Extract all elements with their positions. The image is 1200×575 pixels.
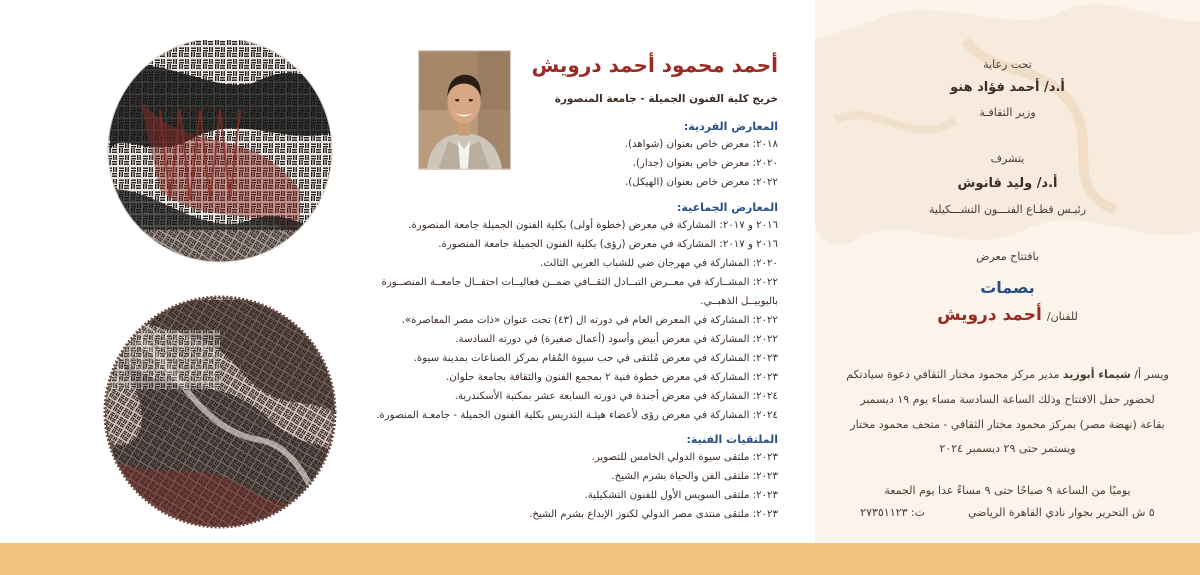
solo-heading: المعارض الفردية: [683, 120, 778, 133]
group-item: باليوبيــل الذهبــي. [700, 296, 778, 307]
group-item: ٢٠١٦ و ٢٠١٧: المشاركة في معرض (خطوة أولى) بكلية الفنون الجميلة جامعة المنصورة. [408, 220, 778, 231]
address-line [815, 506, 1200, 519]
artist-prefix: للفنان/ [1046, 310, 1078, 323]
group-item: ٢٠٢٣: المشاركة في معرض خطوة فنية ٢ بمجمع الفنون والثقافة بجامعة حلوان. [446, 372, 778, 383]
graduation-line: خريج كلية الفنون الجميلة - جامعة المنصورة [554, 93, 778, 105]
symposia-heading: الملتقيات الفنية: [686, 433, 778, 446]
minister-name: أحمد فؤاد هنو [950, 80, 1040, 95]
address: ٥ ش التحرير بجوار نادي القاهرة الرياضي [967, 506, 1155, 519]
body-line-1 [815, 368, 1200, 381]
symposia-item: ٢٠٢٣: ملتقى سيوة الدولي الخامس للتصوير. [591, 452, 778, 463]
group-item: ٢٠٢٠: المشاركة في مهرجان ضي للشباب العربي الثالث. [540, 258, 778, 269]
group-item: ٢٠٢٢: المشاركة في المعرض العام في دورته ال (٤٣) تحت عنوان «ذات مصر المعاصرة». [401, 315, 778, 326]
body-line-1-prefix: ويسر أ/ [1134, 368, 1169, 381]
sector-head-line [815, 176, 1200, 191]
minister-title: وزير الثقافـة [979, 106, 1036, 119]
opening-hours: يوميًا من الساعة ٩ صباحًا حتى ٩ مساءً عدا يوم الجمعة [884, 484, 1131, 497]
artist-line [815, 305, 1200, 325]
artwork-top [100, 40, 340, 270]
solo-item: ٢٠٢٢: معرض خاص بعنوان (الهيكل). [625, 177, 778, 188]
artwork-bottom [100, 295, 340, 530]
body-line-4: ويستمر حتى ٢٩ ديسمبر ٢٠٢٤ [939, 442, 1076, 455]
symposia-item: ٢٠٢٣: ملتقى السويس الأول للفنون التشكيلية. [584, 490, 778, 501]
minister-line [815, 80, 1200, 95]
host-name: شيماء أبوزيد [1062, 368, 1131, 381]
artist-bio [376, 45, 778, 525]
phone: ت: ٢٧٣٥١١٢٣ [860, 506, 925, 519]
artist-full-name: أحمد محمود أحمد درويش [531, 53, 778, 77]
solo-item: ٢٠١٨: معرض خاص بعنوان (شواهد). [624, 139, 778, 150]
symposia-item: ٢٠٢٣: ملتقى منتدى مصر الدولي لكنوز الإبداع بشرم الشيخ. [529, 509, 778, 520]
minister-prefix: أ.د/ [1044, 80, 1065, 95]
group-item: ٢٠٢٤: المشاركة في معرض رؤى لأعضاء هيئـة التدريس بكلية الفنون الجميلة - جامعـة المنصورة. [376, 410, 778, 421]
artist-short-name: أحمد درويش [937, 305, 1042, 325]
honored-label: يتشرف [990, 152, 1025, 165]
bottom-band [0, 543, 1200, 575]
group-item: ٢٠٢٢: المشــاركة في معــرض التبــادل الثقــافي ضمــن فعاليــات احتفــال جامعــة المنصــورة [381, 277, 778, 288]
group-item: ٢٠٢٢: المشاركة في معرض أبيض وأسود (أعمال صغيرة) في دورته السادسة. [455, 334, 778, 345]
patronage-label: تحت رعاية [983, 58, 1032, 71]
opening-label: بافتتاح معرض [976, 250, 1039, 263]
solo-item: ٢٠٢٠: معرض خاص بعنوان (جدار). [632, 158, 778, 169]
group-item: ٢٠١٦ و ٢٠١٧: المشاركة في معرض (رؤى) بكلية الفنون الجميلة جامعة المنصورة. [438, 239, 778, 250]
body-line-1-rest: مدير مركز محمود مختار الثقافي دعوة سيادتكم [846, 368, 1060, 381]
exhibition-title: بصمات [980, 278, 1035, 297]
sector-head-name: وليد قانوش [957, 176, 1033, 191]
invitation-panel [815, 0, 1200, 543]
sector-head-prefix: أ.د/ [1036, 176, 1058, 191]
group-item: ٢٠٢٣: المشاركة في معرض مُلتقى في حب سيوة المُقام بمركز الصناعات بمدينة سيوة. [413, 353, 778, 364]
sector-head-title: رئيـس قطـاع الفنـــون التشـــكيلية [928, 203, 1087, 216]
group-item: ٢٠٢٤: المشاركة في معرض أجندة في دورته السابعة عشر بمكتبة الأسكندرية. [454, 391, 778, 402]
body-line-2: لحضور حفل الافتتاح وذلك الساعة السادسة مساء يوم ١٩ ديسمبر [860, 393, 1155, 406]
group-heading: المعارض الجماعية: [677, 201, 778, 214]
body-line-3: بقاعة (نهضة مصر) بمركز محمود مختار الثقافي - متحف محمود مختار [850, 418, 1165, 431]
symposia-item: ٢٠٢٣: ملتقى الفن والحياة بشرم الشيخ. [611, 471, 778, 482]
artworks [100, 40, 340, 530]
